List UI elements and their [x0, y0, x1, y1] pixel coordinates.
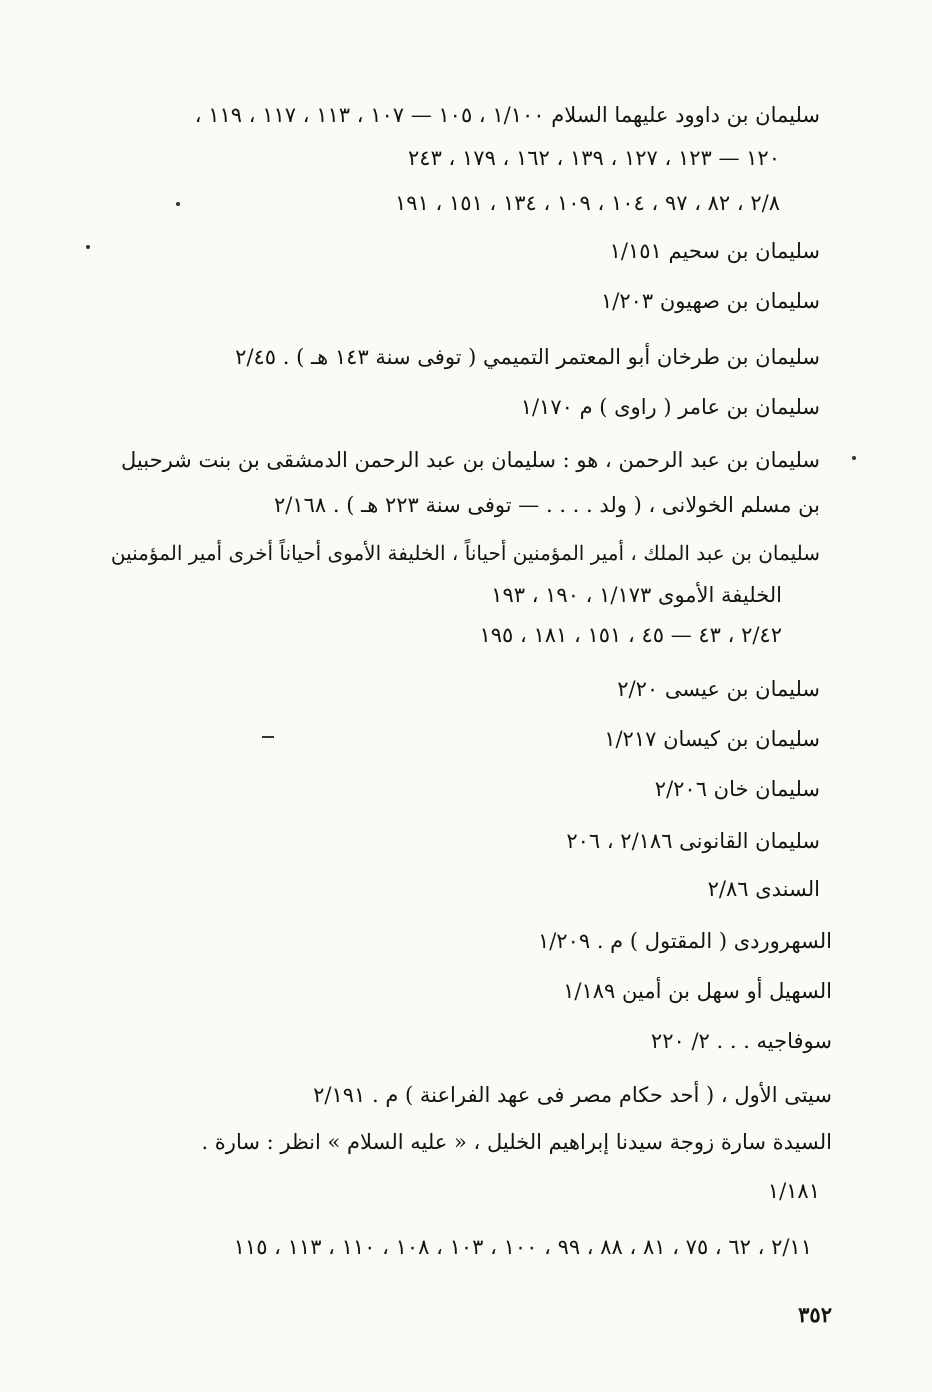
scan-mark [262, 736, 274, 738]
scan-speck [176, 202, 180, 206]
index-entry: السهروردى ( المقتول ) م . ١/٢٠٩ [537, 929, 832, 953]
index-entry: السهيل أو سهل بن أمين ١/١٨٩ [563, 979, 832, 1003]
index-entry: سليمان بن عبد الملك ، أمير المؤمنين أحياناً ، الخليفة الأموى أحياناً أخرى أمير المؤمنين [110, 541, 820, 565]
index-entry: السيدة سارة زوجة سيدنا إبراهيم الخليل ، « عليه السلام » انظر : سارة . [201, 1130, 832, 1154]
index-entry: سليمان خان ٢/٢٠٦ [654, 777, 820, 801]
index-entry: سيتى الأول ، ( أحد حكام مصر فى عهد الفراعنة ) م . ٢/١٩١ [313, 1083, 832, 1107]
index-entry: ١/١٨١ [767, 1179, 820, 1203]
index-entry: ٢/٨ ، ٨٢ ، ٩٧ ، ١٠٤ ، ١٠٩ ، ١٣٤ ، ١٥١ ، ١٩١ [395, 191, 780, 215]
index-entry: ١٢٠ — ١٢٣ ، ١٢٧ ، ١٣٩ ، ١٦٢ ، ١٧٩ ، ٢٤٣ [408, 146, 780, 170]
index-entry: سليمان القانونى ٢/١٨٦ ، ٢٠٦ [566, 829, 820, 853]
index-entry: الخليفة الأموى ١/١٧٣ ، ١٩٠ ، ١٩٣ [491, 583, 782, 607]
index-entry: ٢/٤٢ ، ٤٣ — ٤٥ ، ١٥١ ، ١٨١ ، ١٩٥ [479, 623, 782, 647]
index-entry: سليمان بن عبد الرحمن ، هو : سليمان بن عبد الرحمن الدمشقى بن بنت شرحبيل [121, 448, 820, 472]
index-entry: سليمان بن عيسى ٢/٢٠ [617, 677, 820, 701]
index-entry: سليمان بن طرخان أبو المعتمر التميمي ( توفى سنة ١٤٣ هـ ) . ٢/٤٥ [235, 345, 820, 369]
index-entry: سليمان بن سحيم ١/١٥١ [609, 239, 820, 263]
index-entry: بن مسلم الخولانى ، ( ولد . . . . — توفى سنة ٢٢٣ هـ ) . ٢/١٦٨ [274, 493, 820, 517]
index-entry: سليمان بن داوود عليهما السلام ١/١٠٠ ، ١٠٥ — ١٠٧ ، ١١٣ ، ١١٧ ، ١١٩ ، [194, 103, 820, 127]
index-entry: سليمان بن عامر ( راوى ) م ١/١٧٠ [520, 395, 820, 419]
scan-speck [86, 245, 90, 249]
index-entry: سليمان بن صهيون ١/٢٠٣ [600, 289, 820, 313]
index-entry: السندى ٢/٨٦ [707, 877, 820, 901]
index-entry: سوفاجيه . . . ٢/ ٢٢٠ [650, 1029, 832, 1053]
index-entry: ٢/١١ ، ٦٢ ، ٧٥ ، ٨١ ، ٨٨ ، ٩٩ ، ١٠٠ ، ١٠٣ ، ١٠٨ ، ١١٠ ، ١١٣ ، ١١٥ [233, 1235, 812, 1259]
index-entry: سليمان بن كيسان ١/٢١٧ [604, 727, 820, 751]
page-number: ٣٥٢ [798, 1302, 832, 1327]
scan-speck [852, 456, 856, 460]
